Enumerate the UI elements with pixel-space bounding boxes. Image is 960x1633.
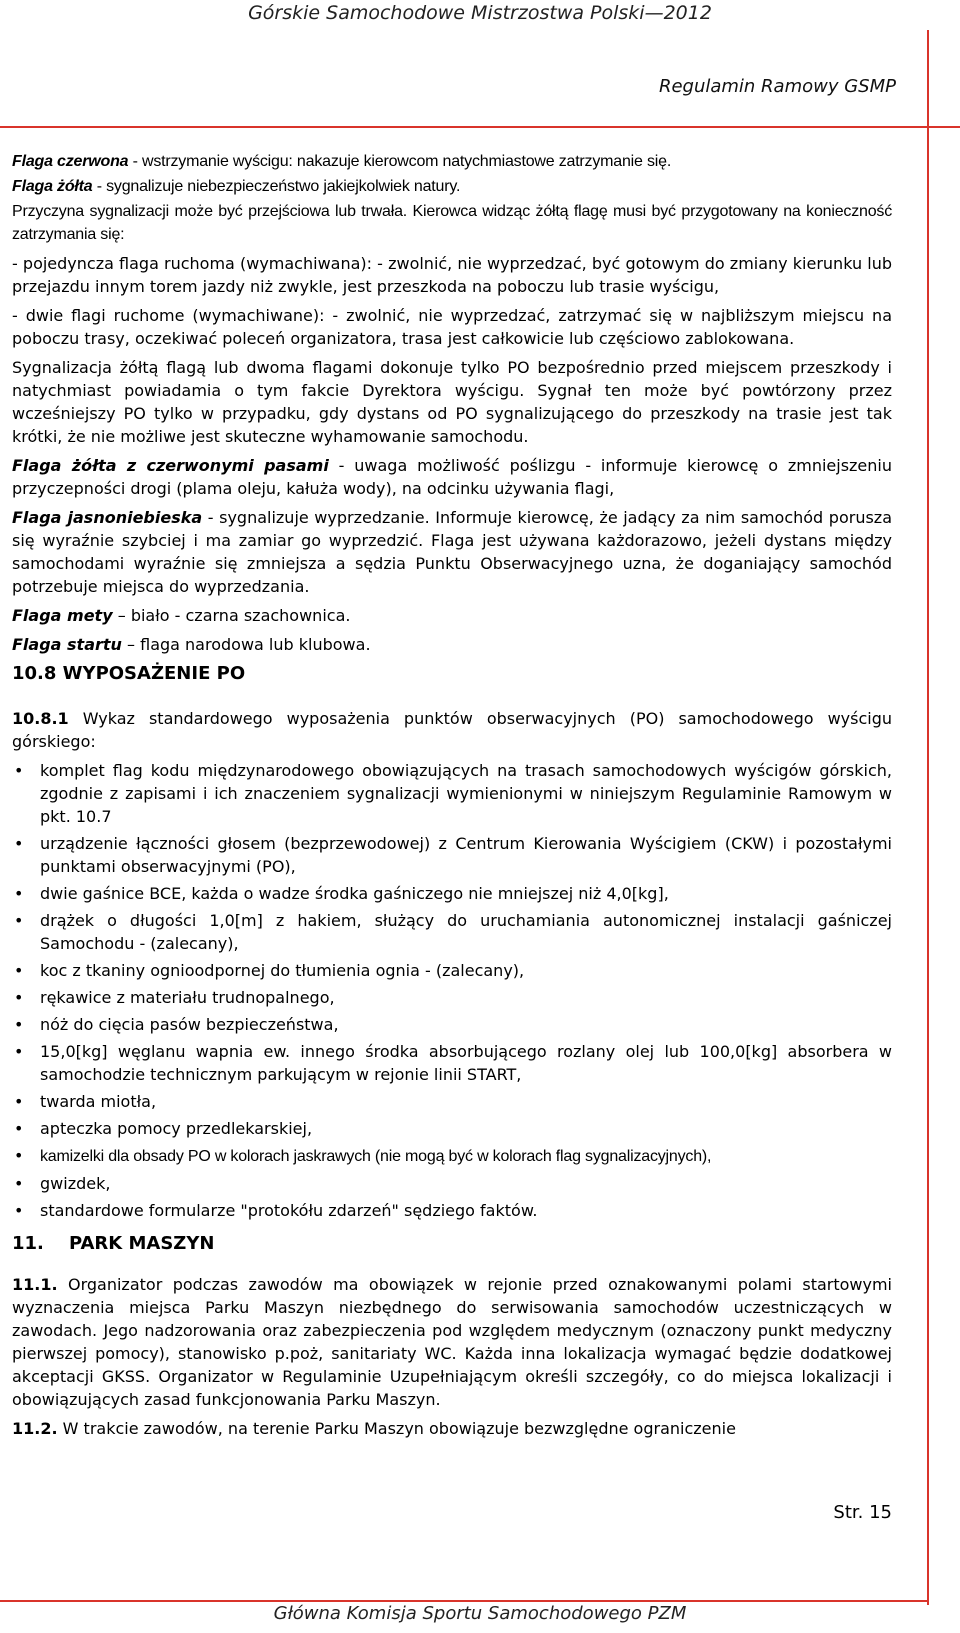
flag-striped-text: - uwaga możliwość poślizgu - informuje kierowcę o zmniejszeniu przyczepności drogi (plama oleju, kałuża wody), na odcinku używania flagi,	[12, 456, 892, 498]
section-11-1-number: 11.1.	[12, 1275, 58, 1294]
document-body	[12, 150, 892, 1446]
section-10-8-1-number: 10.8.1	[12, 709, 69, 728]
section-11-1-text: Organizator podczas zawodów ma obowiązek w rejonie przed oznakowanymi polami startowymi wyznaczenia miejsca Parku Maszyn niezbędnego do serwisowania samochodów uczestniczących w zawodach. Jego nadzorowania oraz zabezpieczenia pod względem medycznym (oznaczony punkt medyczny pierwszej pomocy), stanowisko p.poż, sanitariaty WC. Każda inna lokalizacja wymagać będzie dodatkowej akceptacji GKSS. Organizator w Regulaminie Uzupełniającym określi szczegóły, co do miejsca lokalizacji i obowiązujących zasad funkcjonowania Parku Maszyn.	[12, 1275, 892, 1409]
flag-start-label: Flaga startu	[12, 635, 122, 654]
list-item: • rękawice z materiału trudnopalnego,	[14, 988, 335, 1007]
section-11-2-number: 11.2.	[12, 1419, 58, 1438]
flag-start-text: – flaga narodowa lub klubowa.	[121, 635, 371, 654]
flag-finish-label: Flaga mety	[12, 606, 113, 625]
bullet-icon: •	[14, 1174, 24, 1193]
page-number: Str. 15	[833, 1502, 892, 1523]
list-item: • standardowe formularze "protokółu zdarzeń" sędziego faktów.	[14, 1201, 538, 1220]
flag-yellow-single: - pojedyncza flaga ruchoma (wymachiwana): - zwolnić, nie wyprzedzać, być gotowym do zmiany kierunku lub przejazdu innym torem jazdy niż zwykle, jest przeszkoda na poboczu lub trasie wyścigu,	[12, 254, 892, 296]
flag-yellow-signal: Sygnalizacja żółtą flagą lub dwoma flagami dokonuje tylko PO bezpośrednio przed miejscem przeszkody i natychmiast powiadamia o tym fakcie Dyrektora wyścigu. Sygnał ten może być powtórzony przez wcześniejszy PO tylko w przypadku, gdy dystans od PO sygnalizującego do przeszkody na trasie jest tak krótki, że nie możliwe jest skuteczne wyhamowanie samochodu.	[12, 358, 892, 446]
bullet-icon: •	[14, 988, 24, 1007]
section-11-1-paragraph	[12, 1273, 892, 1411]
document-header-subtitle: Regulamin Ramowy GSMP	[658, 76, 896, 97]
list-item: • komplet flag kodu międzynarodowego obowiązujących na trasach samochodowych wyścigów górskich, zgodnie z zapisami i ich znaczeniem sygnalizacji wymienionymi w niniejszym Regulaminie Ramowym w pkt. 10.7	[14, 761, 892, 826]
flag-yellow-cause: Przyczyna sygnalizacji może być przejściowa lub trwała. Kierowca widząc żółtą flagę musi być przygotowany na konieczność zatrzymania się:	[12, 203, 892, 243]
flag-blue-text: - sygnalizuje wyprzedzanie. Informuje kierowcę, że jadący za nim samochód porusza się wyraźnie szybciej i ma zamiar go wyprzedzić. Flaga jest używana każdorazowo, jeżeli dystans między samochodami wyraźnie się zmniejsza a sędzia Punktu Obserwacyjnego uzna, że doganiający samochód potrzebuje miejsca do wyprzedzania.	[12, 508, 892, 596]
document-footer: Główna Komisja Sportu Samochodowego PZM	[273, 1603, 687, 1624]
list-item: • kamizelki dla obsady PO w kolorach jaskrawych (nie mogą być w kolorach flag sygnalizacyjnych),	[14, 1146, 712, 1165]
list-item: • gwizdek,	[14, 1174, 111, 1193]
flag-yellow-double: - dwie flagi ruchome (wymachiwane): - zwolnić, nie wyprzedzać, zatrzymać się w najbliższym miejscu na poboczu trasy, oczekiwać poleceń organizatora, trasa jest całkowicie lub częściowo zablokowana.	[12, 306, 892, 348]
section-11-2-paragraph	[12, 1417, 892, 1440]
list-item: • apteczka pomocy przedlekarskiej,	[14, 1119, 313, 1138]
flag-striped-paragraph	[12, 454, 892, 500]
bullet-icon: •	[14, 1042, 24, 1061]
list-item: • 15,0[kg] węglanu wapnia ew. innego środka absorbującego rozlany olej lub 100,0[kg] absorbera w samochodzie technicznym parkującym w rejonie linii START,	[14, 1042, 892, 1084]
bullet-icon: •	[14, 1146, 24, 1165]
bullet-icon: •	[14, 961, 24, 980]
margin-vertical-line	[927, 30, 929, 1605]
bullet-icon: •	[14, 761, 24, 780]
list-item: • twarda miotła,	[14, 1092, 157, 1111]
footer-divider-line	[0, 1600, 928, 1602]
flag-blue-label: Flaga jasnoniebieska	[12, 508, 203, 527]
flag-yellow-text: - sygnalizuje niebezpieczeństwo jakiejkolwiek natury.	[92, 178, 461, 195]
bullet-icon: •	[14, 834, 24, 853]
section-10-8-heading: 10.8 WYPOSAŻENIE PO	[12, 663, 246, 684]
bullet-icon: •	[14, 884, 24, 903]
document-header-title: Górskie Samochodowe Mistrzostwa Polski—2012	[248, 2, 712, 24]
flag-blue-paragraph	[12, 506, 892, 598]
flag-striped-label: Flaga żółta z czerwonymi pasami	[12, 456, 329, 475]
equipment-list	[12, 759, 892, 1222]
bullet-icon: •	[14, 1092, 24, 1111]
flag-red-text: - wstrzymanie wyścigu: nakazuje kierowcom natychmiastowe zatrzymanie się.	[128, 153, 672, 170]
list-item: • dwie gaśnice BCE, każda o wadze środka gaśniczego nie mniejszej niż 4,0[kg],	[14, 884, 669, 903]
bullet-icon: •	[14, 1119, 24, 1138]
list-item: • drążek o długości 1,0[m] z hakiem, służący do uruchamiania autonomicznej instalacji gaśniczej Samochodu - (zalecany),	[14, 911, 892, 953]
list-item: • urządzenie łączności głosem (bezprzewodowej) z Centrum Kierowania Wyścigiem (CKW) i pozostałymi punktami obserwacyjnymi (PO),	[14, 834, 892, 876]
section-11-2-text: W trakcie zawodów, na terenie Parku Maszyn obowiązuje bezwzględne ograniczenie	[57, 1419, 736, 1438]
section-10-8-intro	[12, 707, 892, 753]
header-divider-line	[0, 126, 960, 128]
flag-start-paragraph	[12, 633, 892, 656]
bullet-icon: •	[14, 911, 24, 930]
flag-yellow-label: Flaga żółta	[12, 178, 93, 195]
list-item: • nóż do cięcia pasów bezpieczeństwa,	[14, 1015, 339, 1034]
flag-yellow-paragraph	[12, 175, 892, 198]
bullet-icon: •	[14, 1201, 24, 1220]
bullet-icon: •	[14, 1015, 24, 1034]
flag-finish-paragraph	[12, 604, 892, 627]
flag-finish-text: – biało - czarna szachownica.	[112, 606, 351, 625]
flag-red-label: Flaga czerwona	[12, 153, 129, 170]
list-item: • koc z tkaniny ogniοodpornej do tłumienia ognia - (zalecany),	[14, 961, 525, 980]
section-11-heading: 11. PARK MASZYN	[12, 1233, 215, 1254]
flag-red-paragraph	[12, 150, 892, 173]
section-10-8-1-text: Wykaz standardowego wyposażenia punktów obserwacyjnych (PO) samochodowego wyścigu górskiego:	[12, 709, 892, 751]
